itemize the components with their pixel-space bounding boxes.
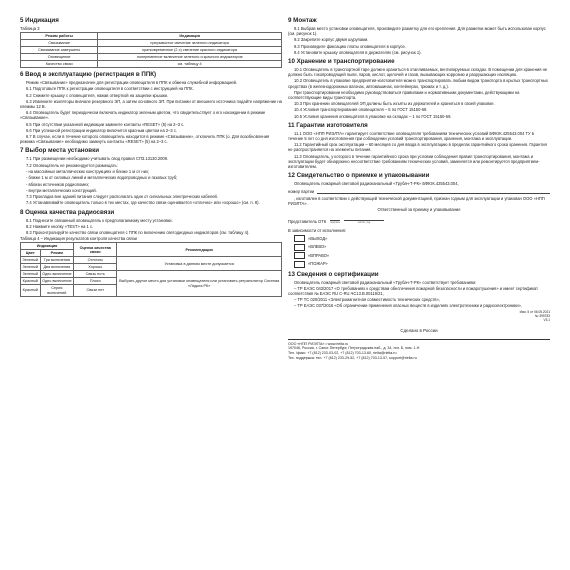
section-title-radio-quality: 8 Оценка качества радиосвязи [20,208,115,216]
section-title-mounting: 9 Монтаж [288,17,317,24]
footer-line: Тех. поддержка: тел. +7 (812) 233-29-52, +7 (812) 703-13-57, support@rielta.ru [288,355,417,360]
table-row [21,271,282,278]
variant-option[interactable] [294,261,550,268]
variant-label: «ВЫХОД» [308,235,328,241]
table-header: Индикация [21,243,74,250]
paragraph: – ТР ЕАЭС 043/2017 «О требованиях к средствам обеспечения пожарной безопасности и пожаротушения» и имеет сертификат соответствия № ЕАЭС RU C-RU.ЧС13.В.00119/21, [288,285,539,296]
paragraph: 7.2 Оповещатель не рекомендуется размещать: [26,162,118,168]
table-cell: Серия включений [40,285,74,296]
section-title-storage: 10 Хранение и транспортирование [288,58,395,66]
table-header: Цвет [21,250,41,257]
signature-row [288,215,550,224]
table-4 [20,242,282,296]
batch-number-line [288,188,550,194]
section-title-acceptance: 12 Свидетельство о приемке и упаковывании [288,171,430,179]
variant-label: «ВЛЕВО» [308,244,327,250]
paragraph: , изготовлен в соответствии с действующей технической документацией, признан годным для эксплуатации и упакован ООО «НПП РИЭЛТА». [288,195,545,207]
paragraph: 10.2 Оповещатель в упаковке предприятия-изготовителя можно транспортировать любым видом транспорта в крытых транспортных средствах (в железнодорожных вагонах, автомашинах, контейнерах, трюмах и т. д.). [288,78,548,89]
variant-label: «ПОЖАР» [308,261,328,267]
recommendation-text: Выбрать другое место для установки оповещателя или установить ретранслятор [119,279,263,284]
section-title-placement: 7 Выбор места установки [20,147,100,155]
paragraph: Режим «Связывание» предназначен для регистрации оповещателя в ППК и обмена служебной информацией. [26,80,238,86]
paragraph: - на массивных металлических конструкциях и ближе 1 м от них; [26,169,150,174]
variant-label: «ВПРАВО» [308,252,330,258]
paragraph: 6.7 В случае, если в течение которого оповещатель находится в режиме «Связывание», отключить ППК (о. Для возобновления режима «Связывание» необходимо замкнуть контакты «RESET» (5) на 2–3 с. [20,134,270,145]
table-cell: попеременное включение зеленого и красного индикаторов [98,54,282,61]
section-title-certification: 13 Сведения о сертификации [288,270,379,278]
date-field[interactable] [344,215,384,221]
table-cell: Зеленый [22,272,39,277]
paragraph: 7.1 При размещении необходимо учитывать свод правил СП3.13130.2009. [26,156,169,162]
table-cell: Связывание завершено [21,47,98,54]
paragraph: - внутри металлических конструкций. [26,187,97,193]
table-cell: Хорошо [74,264,117,271]
revision-line: V3.1 [543,317,550,322]
table-cell: Оповещение [21,54,98,61]
paragraph: 9.4 Установите крышку оповещателя в держателях (см. рисунок 1). [294,49,422,55]
table-cell: см. таблицу 4 [98,61,282,68]
table-row [21,257,282,264]
paragraph: 8.1 Поднесите связанный оповещатель к предполагаемому месту установки. [26,217,173,223]
paragraph: 6.3 Извлеките изоляторы вначале резервного ЭП, а затем основного ЭП. При питании от внешнего источника подайте напряжение на клеммы 12 В. [20,98,282,110]
table-header: Рекомендации [117,243,282,257]
paragraph: - ближе 1 м от силовых линий и металлических водопроводных и газовых труб; [26,175,178,181]
table-cell: Установка в данном месте допускается [117,257,282,271]
table-cell: Одно включение [40,278,74,285]
table-3 [20,32,282,68]
variant-option[interactable] [294,252,550,259]
paragraph: 7.4 Устанавливайте оповещатель только в тех местах, где качество связи оценивается «отлично» или «хорошо» (см. п. 8). [26,200,260,206]
revision-line: № 399783 [535,313,550,318]
table-cell: Отлично [74,257,117,264]
batch-number-field[interactable] [317,188,550,194]
paragraph: 7.3 Прокладка вне зданий питания следует располагать один от сигнальных электрических кабелей. [26,194,218,200]
paragraph: 6.2 Снимите крышку с оповещателя, нажав отверткой на защелки крышки. [26,92,169,98]
table-header: Режим [40,250,74,257]
table-cell: Связь есть [74,271,117,278]
paragraph: 6.1 Подготовьте ППК к регистрации оповещателя в соответствии с инструкцией на ППК. [26,86,194,92]
paragraph: – ТР ТС 020/2011 «Электромагнитная совместимость технических средств», [294,297,441,303]
paragraph: 9.2 Закрепите корпус двумя шурупами. [294,37,369,43]
recommendation-text: Система «Ладога РК» [188,279,280,288]
paragraph: 10.4 Условия транспортирования оповещателя – 5 по ГОСТ 15150-69. [294,107,428,113]
variants-title: В зависимости от исполнения: [288,228,347,234]
paragraph: 9.3 Произведите фиксацию платы оповещателя в корпусе. [294,43,406,49]
footer-line: Тел. /факс: +7 (812) 233-03-02, +7 (812) 703-13-60, rielta@rielta.ru [288,351,397,355]
left-column [20,14,282,300]
paragraph: 8.2 Нажмите кнопку «TEST» на 1 с. [26,223,94,229]
section-title-warranty: 11 Гарантии изготовителя [288,121,368,129]
checkbox[interactable] [294,235,305,242]
table-cell: Красный [21,278,41,285]
table-3-caption: Таблица 3 [20,26,40,31]
checkbox[interactable] [294,244,305,251]
table-cell: кратковременное (2 с) свечение красного индикатора [98,47,282,54]
paragraph: 11.1 ООО «НПП РИЭЛТА» гарантирует соответствие оповещателя требованиям технических условий БФЮК.425543.004 ТУ в течение 5 лет со дня изготовления при соблюдении условий транспортирования, хранения, монтажа и эксплуатации. [288,130,534,141]
variant-option[interactable] [294,235,550,242]
table-cell: Связи нет [74,285,117,296]
paragraph: 6.4 Оповещатель будет периодически включать индикатор зеленым цветом, что свидетельствует о его нахождении в режиме «Связывание». [20,110,266,121]
table-cell: Одно включение [40,271,74,278]
variant-option[interactable] [294,244,550,251]
section-title-commissioning: 6 Ввод в эксплуатацию (регистрация в ППК) [20,71,157,79]
table-cell: Зеленый [22,265,39,270]
made-in-russia: Сделано в России [400,327,438,333]
footer-line: ООО «НПП РИЭЛТА» • www.rielta.ru [288,341,349,346]
table-4-caption: Таблица 4 – Индикация результатов контроля качества связи [20,236,137,242]
table-cell [117,271,282,296]
table-header: Оценка качества связи [74,243,117,257]
paragraph: 11.2 Гарантийный срок эксплуатации – 60 месяцев со дня ввода в эксплуатацию в пределах гарантийного срока хранения. Гарантия не распространяется на элементы питания. [288,142,547,153]
right-column [288,14,550,360]
responsible-label: Ответственный за приемку и упаковывание [377,207,461,213]
signature-label: Представитель ОТК [288,219,327,225]
checkbox[interactable] [294,252,305,259]
section-title-indication: 5 Индикация [20,17,59,24]
signature-block [330,215,340,224]
paragraph: При транспортировании необходимо руководствоваться правилами и нормативными документами, действующими на соответствующие виды транспорта. [288,89,520,100]
paragraph: 8.3 Проконтролируйте качество связи оповещателя с ППК по включению светодиодных индикаторов (см. таблицу 4). [26,230,250,236]
paragraph: 9.1 Выбрав место установки оповещателя, произведите разметку для его крепления. Для разметки может быть использован корпус (см. рисунок 1). [288,26,546,37]
paragraph: 10.1 Оповещатель в транспортной таре должен храниться в отапливаемых, вентилируемых складах. В помещении для хранения не должно быть токопроводящей пыли, паров, кислот, щелочей и газов, вызывающих коррозию и разрушающих изоляцию. [288,67,548,78]
batch-number-label: номер партии [288,188,315,194]
paragraph: 10.3 При хранении оповещателей ЭП должны быть изъяты из держателей и храниться в своей упаковке. [294,101,495,107]
revision-line: Изм. 5 от 06.05.2021 [519,309,550,314]
paragraph: 6.6 При успешной регистрации индикатор включится красным цветом на 2–3 с. [26,127,178,133]
revision-info [288,310,550,322]
date-hint: число, год [357,221,371,225]
table-cell: Два включения [40,264,74,271]
company-footer [288,339,550,360]
table-cell: Зеленый [22,258,39,263]
table-cell: прерывистое свечение зеленого индикатора [98,40,282,47]
signature-hint: подпись [330,221,340,225]
paragraph: Оповещатель пожарный световой радиоканальный «Трубач-Т-РК» соответствует требованиям: [294,279,477,285]
table-cell: Связывание [21,40,98,47]
table-cell: Три включения [40,257,74,264]
table-header: Режим работы [21,33,98,40]
table-cell: Качество связи [21,61,98,68]
table-header: Индикация [98,33,282,40]
paragraph: 10.5 Условия хранения оповещателя в упаковке на складах – 1 по ГОСТ 15150-69. [294,113,452,119]
paragraph: 6.5 При отсутствии указанной индикации замкните контакты «RESET» (5) на 2–3 с. [26,121,185,127]
paragraph: - вблизи источников радиопомех; [26,181,90,187]
signature-field[interactable] [330,215,340,221]
table-cell: Красный [21,285,41,296]
paragraph: Оповещатель пожарный световой радиоканальный «Трубач-Т-РК» БФЮК.425543.004, [294,180,459,186]
footer-line: 197046, Россия, г. Санкт-Петербург, Петроградская наб., д. 34, лит. Б, пом. 1-Н [288,346,420,351]
paragraph: – ТР ЕАЭС 037/2016 «Об ограничении применения опасных веществ в изделиях электротехники и радиоэлектроники». [294,303,522,309]
paragraph: 11.3 Оповещатель, у которого в течение гарантийного срока при условии соблюдения правил транспортирования, монтажа и эксплуатации будет обнаружено несоответствие требованиям технических условий, заменяется или ремонтируется предприятием-изготовителем. [288,153,540,169]
table-cell: Плохо [74,278,117,285]
checkbox[interactable] [294,261,305,268]
date-block [344,215,384,224]
